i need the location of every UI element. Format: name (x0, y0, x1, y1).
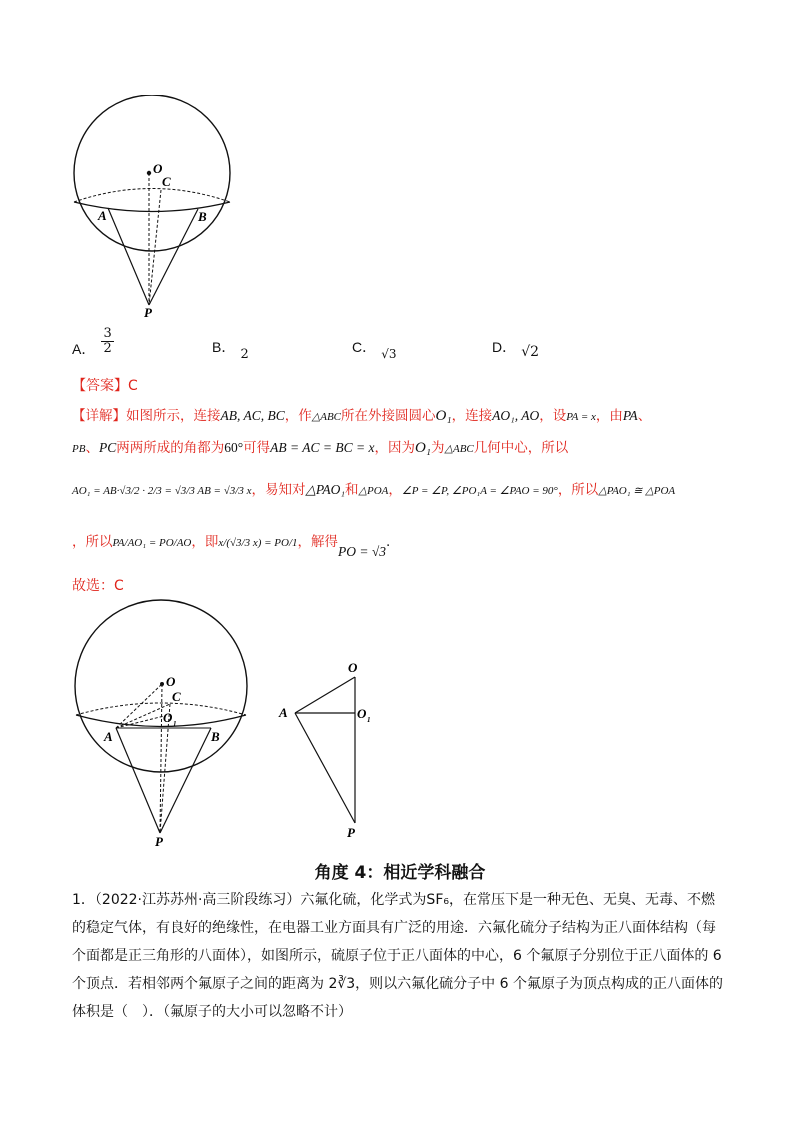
detail-line-2: PB、PC两两所成的角都为60°可得AB = AC = BC = x，因为O₁为△ABC几何中心，所以 (72, 440, 569, 456)
svg-text:1: 1 (173, 720, 177, 728)
option-d: D． √2 (492, 339, 540, 360)
label-o1: O (163, 710, 173, 725)
sphere-cone-figure-2 (66, 598, 256, 853)
label-a: A (104, 729, 113, 744)
label-o: O (153, 161, 163, 176)
answer-label: 【答案】C (72, 378, 138, 394)
option-c: C． $_{√3}$ (352, 339, 397, 361)
detail-line-4: ，所以PA/AO₁ = PO/AO，即x/(√3/3 x) = PO/1，解得PO = √3. (72, 534, 391, 559)
label-a: A (98, 208, 107, 223)
detail-line-3: AO₁ = AB·√3/2 · 2/3 = √3/3 AB = √3/3 x，易知对△PAO₁和△POA，∠P = ∠P, ∠PO₁A = ∠PAO = 90°，所以△PAO₁ ≅ △POA (72, 482, 676, 498)
label-o: O (166, 674, 176, 689)
sphere-cone-figure (60, 95, 250, 325)
option-b: B． $_2$ (212, 339, 249, 362)
label-b: B (198, 209, 207, 224)
label-a: A (279, 705, 288, 720)
detail-line-1: 【详解】如图所示，连接AB, AC, BC，作△ABC所在外接圆圆心O₁，连接AO₁, AO，设PA = x，由PA、 (72, 408, 652, 424)
label-p: P (347, 825, 355, 840)
fraction: $\frac{3}{2}$ (103, 326, 112, 356)
label-o1: O (357, 706, 367, 721)
label-p: P (155, 834, 163, 849)
label-p: P (144, 305, 152, 320)
question-text: 1．（2022·江苏苏州·高三阶段练习）六氟化硫，化学式为SF₆，在常压下是一种无色、无臭、无毒、不燃 的稳定气体，有良好的绝缘性，在电器工业方面具有广泛的用途．六氟化硫分子结构为正八面体结构（每 个面都是正三角形的八面体），如图所示，硫原子位于正八面体的中心，6 个氟原子分别位于正八面体的 6 个顶点．若相邻两个氟原子之间的距离为 2∛3，则以六氟化硫分子中 6 个氟原子为顶点构成的正八面体的 体积是（ ）．（氟原子的大小可以忽略不计） (72, 892, 723, 1020)
label-c: C (172, 689, 181, 704)
option-a: A． $\frac{3}{2}$ (72, 326, 112, 357)
svg-text:1: 1 (367, 716, 371, 724)
triangle-figure (275, 655, 385, 845)
label-c: C (162, 174, 171, 189)
section-title: 角度 4：相近学科融合 (314, 863, 486, 883)
conclusion: 故选：C (72, 578, 124, 594)
label-o: O (348, 660, 358, 675)
label-b: B (211, 729, 220, 744)
